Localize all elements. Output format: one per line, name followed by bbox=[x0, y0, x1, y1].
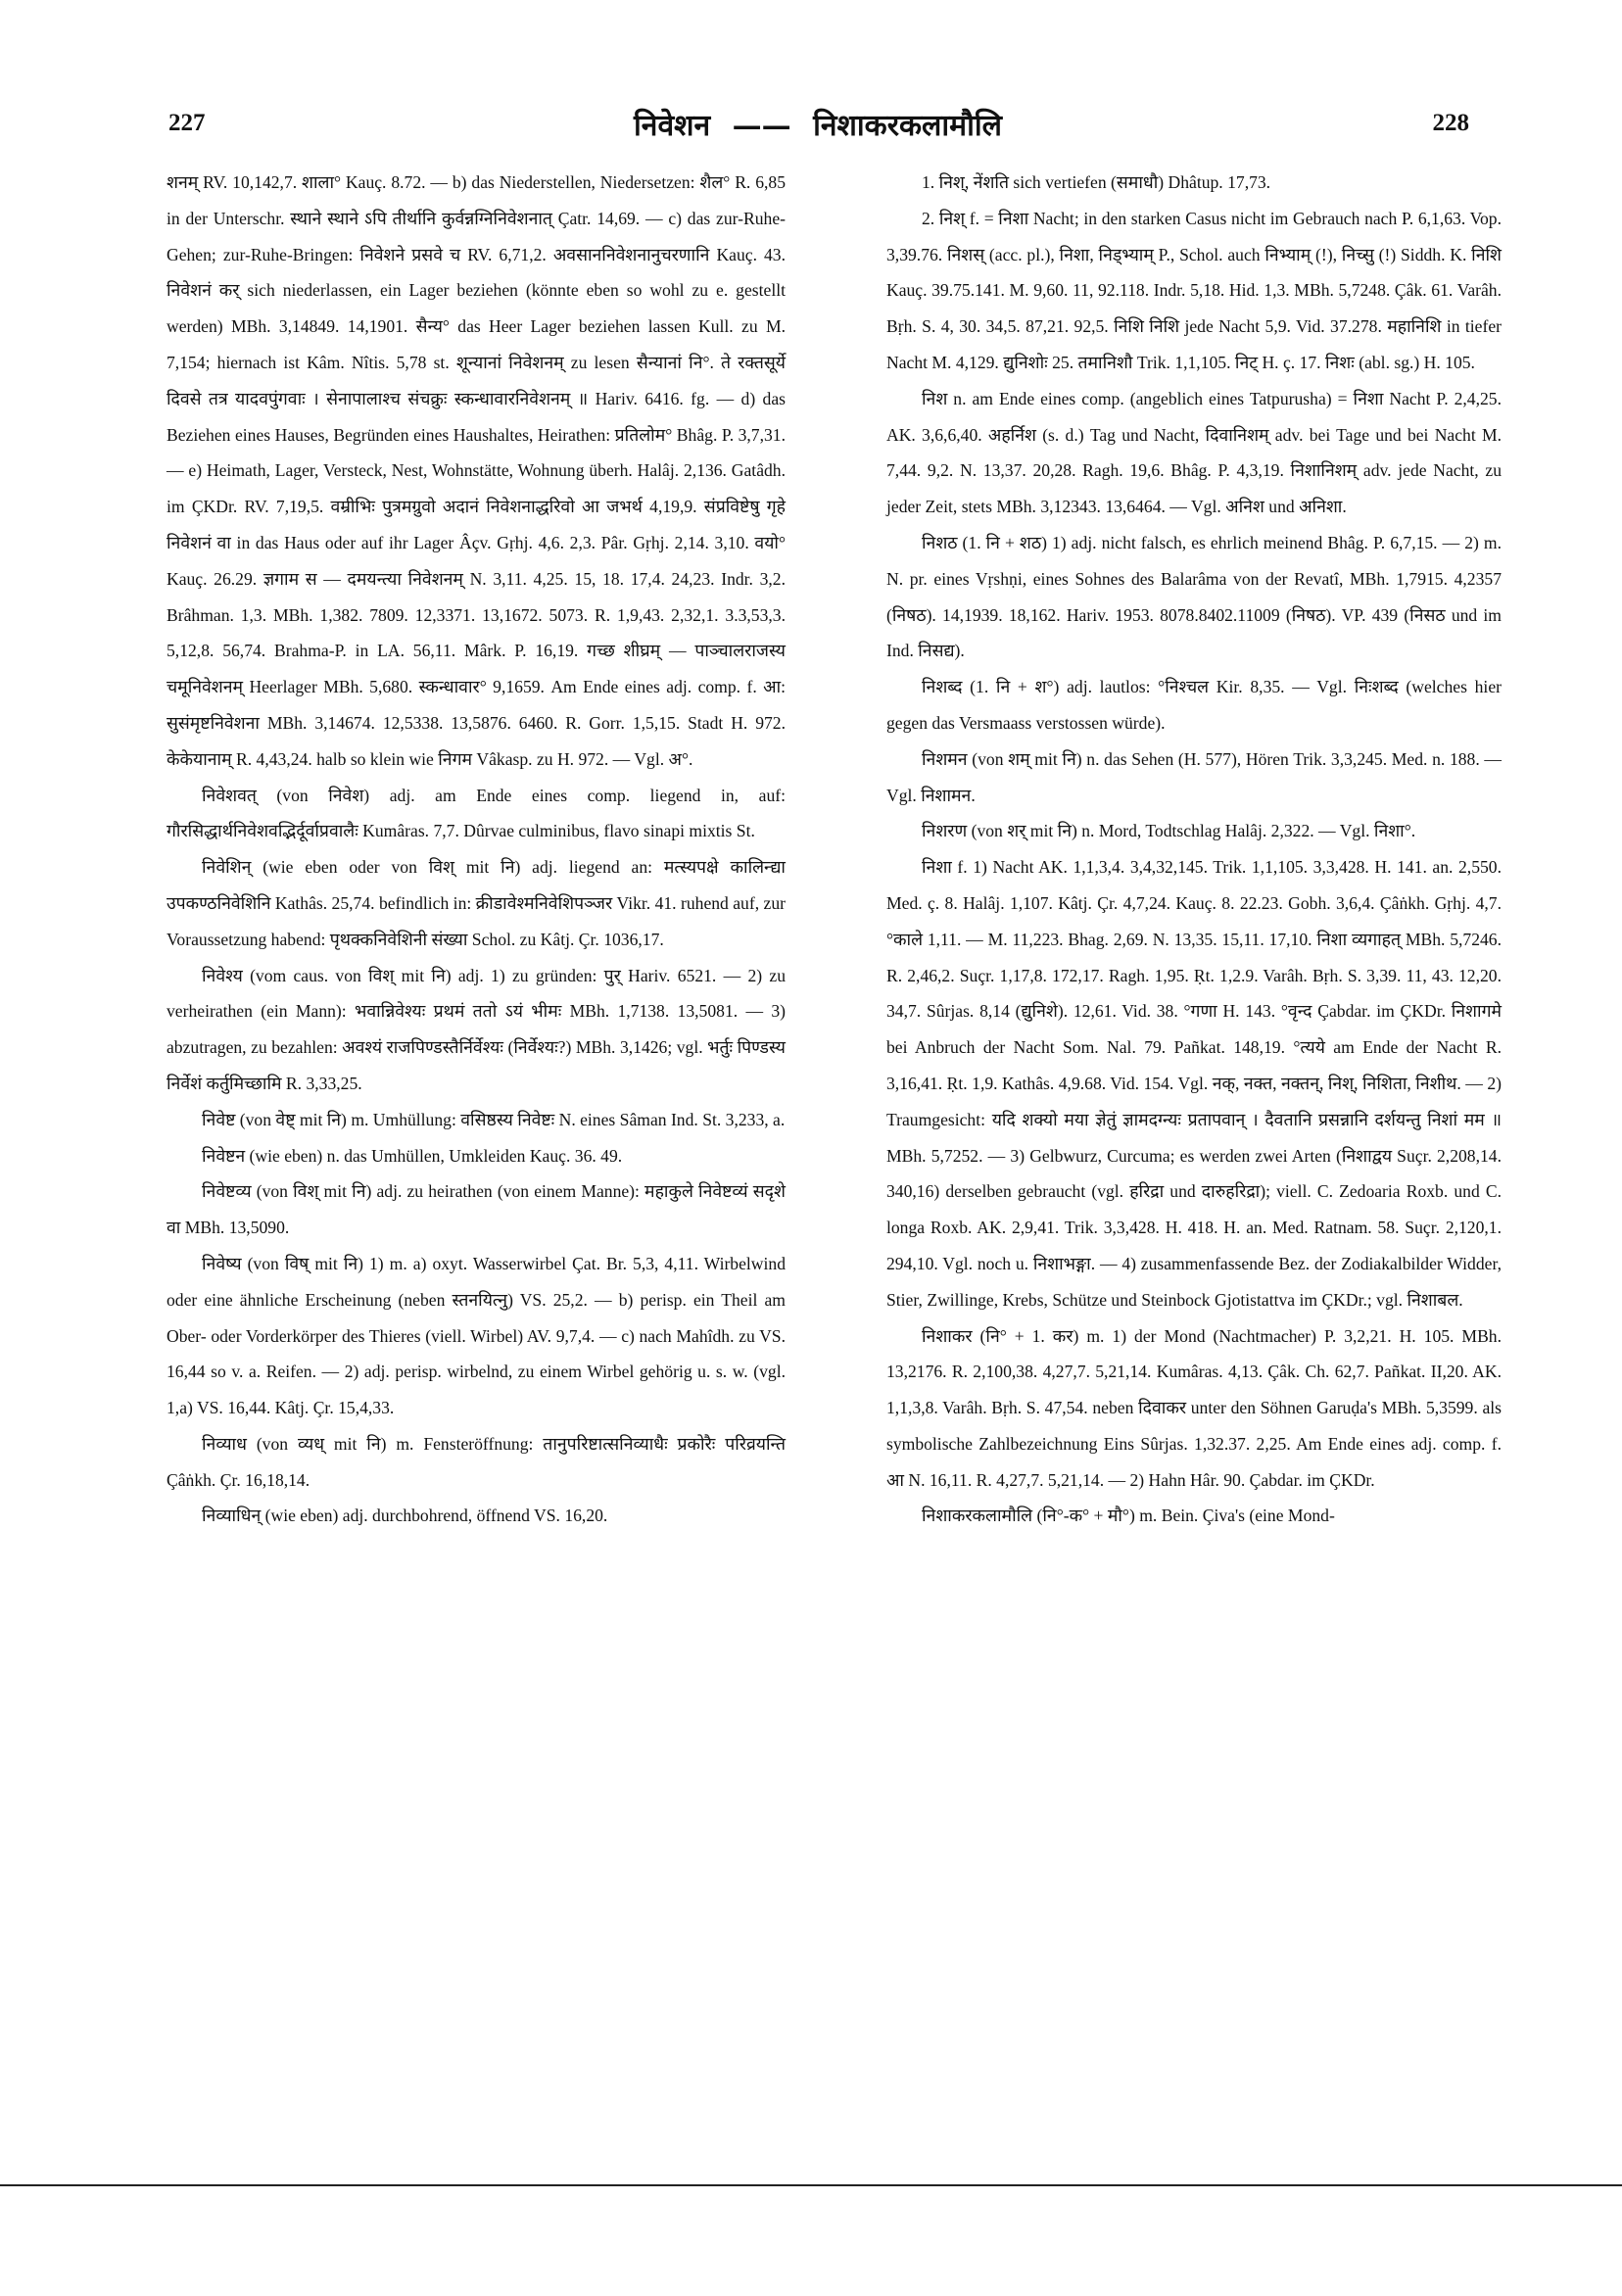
entry: निशमन (von शम् mit नि) n. das Sehen (H. 577), Hören Trik. 3,3,245. Med. n. 188. — Vgl. निशामन. bbox=[886, 748, 1502, 805]
entry: 2. निश् f. = निशा Nacht; in den starken Casus nicht im Gebrauch nach P. 6,1,63. Vop. 3,39.76. निशस् (acc. pl.), निशा, निड्भ्याम् P., Schol. auch निभ्याम् (!), निच्सु (!) Siddh. K. निशि Kauç. 39.75.141. M. 9,60. 11, 92.118. Indr. 5,18. Hid. 1,3. MBh. 5,7248. Çâk. 61. Varâh. Bṛh. S. 4, 30. 34,5. 87,21. 92,5. निशि निशि jede Nacht 5,9. Vid. 37.278. महानिशि in tiefer Nacht M. 4,129. द्युनिशोः 25. तमानिशौ Trik. 1,1,105. निट् H. ç. 17. निशः (abl. sg.) H. 105. bbox=[886, 208, 1502, 372]
bottom-rule bbox=[0, 2184, 1622, 2186]
entry: निश n. am Ende eines comp. (angeblich eines Tatpurusha) = निशा Nacht P. 2,4,25. AK. 3,6,6,40. अहर्निश (s. d.) Tag und Nacht, दिवानिशम् adv. bei Tage und bei Nacht M. 7,44. 9,2. N. 13,37. 20,28. Ragh. 19,6. Bhâg. P. 4,3,19. निशानिशम् adv. jede Nacht, zu jeder Zeit, stets MBh. 3,12343. 13,6464. — Vgl. अनिश und अनिशा. bbox=[886, 388, 1502, 517]
entry: निवेष्ट (von वेष्ट् mit नि) m. Umhüllung: वसिष्ठस्य निवेष्टः N. eines Sâman Ind. St. 3,233, a. bbox=[202, 1109, 786, 1129]
left-column bbox=[167, 165, 786, 1534]
entry: निव्याधिन् (wie eben) adj. durchbohrend, öffnend VS. 16,20. bbox=[202, 1506, 608, 1526]
entry: निशाकरकलामौलि (नि°-क° + मौ°) m. Bein. Çiva's (eine Mond- bbox=[922, 1506, 1335, 1526]
headword-right: निशाकरकलामौलि bbox=[813, 109, 1002, 143]
page-header bbox=[167, 110, 1469, 159]
entry: निव्याध (von व्यध् mit नि) m. Fensteröffnung: तानुपरिष्टात्सनिव्याधैः प्रकोरैः परिव्रयन्ति Çâṅkh. Çr. 16,18,14. bbox=[167, 1433, 786, 1490]
entry: निवेशवत् (von निवेश) adj. am Ende eines comp. liegend in, auf: गौरसिद्धार्थनिवेशवद्भिर्दूर्वाप्रवालैः Kumâras. 7,7. Dûrvae culminibus, flavo sinapi mixtis St. bbox=[167, 785, 786, 841]
entry: निवेष्टन (wie eben) n. das Umhüllen, Umkleiden Kauç. 36. 49. bbox=[202, 1145, 623, 1166]
entry-continuation: शनम् RV. 10,142,7. शाला° Kauç. 8.72. — b) das Niederstellen, Niedersetzen: शैल° R. 6,85 in der Unterschr. स्थाने स्थाने ऽपि तीर्थानि कुर्वन्नग्निनिवेशनात् Çatr. 14,69. — c) das zur-Ruhe-Gehen; zur-Ruhe-Bringen: निवेशने प्रसवे च RV. 6,71,2. अवसाननिवेशनानुचरणानि Kauç. 43. निवेशनं कर् sich niederlassen, ein Lager beziehen (könnte eben so wohl zu e. gestellt werden) MBh. 3,14849. 14,1901. सैन्य° das Heer Lager beziehen lassen Kull. zu M. 7,154; hiernach ist Kâm. Nîtis. 5,78 st. शून्यानां निवेशनम् zu lesen सैन्यानां नि°. ते रक्तसूर्ये दिवसे तत्र यादवपुंगवाः । सेनापालाश्च संचक्रुः स्कन्धावारनिवेशनम् ॥ Hariv. 6416. fg. — d) das Beziehen eines Hauses, Begründen eines Haushaltes, Heirathen: प्रतिलोम° Bhâg. P. 3,7,31. — e) Heimath, Lager, Versteck, Nest, Wohnstätte, Wohnung überh. Halâj. 2,136. Gatâdh. im ÇKDr. RV. 7,19,5. वम्रीभिः पुत्रमग्रुवो अदानं निवेशनाद्धरिवो आ जभर्थ 4,19,9. संप्रविष्टेषु गृहे निवेशनं वा in das Haus oder auf ihr Lager Âçv. Gṛhj. 4,6. 2,3. Pâr. Gṛhj. 2,14. 3,10. वयो° Kauç. 26.29. ज्ञगाम स — दमयन्त्या निवेशनम् N. 3,11. 4,25. 15, 18. 17,4. 24,23. Indr. 3,2. Brâhman. 1,3. MBh. 1,382. 7809. 12,3371. 13,1672. 5073. R. 1,9,43. 2,32,1. 3.3,53,3. 5,12,8. 56,74. Brahma-P. in LA. 56,11. Mârk. P. 16,19. गच्छ शीघ्रम् — पाञ्चालराजस्य चमूनिवेशनम् Heerlager MBh. 5,680. स्कन्धावार° 9,1659. Am Ende eines adj. comp. f. आ: सुसंमृष्टनिवेशना MBh. 3,14674. 12,5338. 13,5876. 6460. R. Gorr. 1,5,15. Stadt H. 972. केकेयानाम् R. 4,43,24. halb so klein wie निगम Vâkasp. zu H. 972. — Vgl. अ°. bbox=[167, 172, 786, 769]
headword-left: निवेशन bbox=[634, 109, 711, 143]
entry: निवेश्य (vom caus. von विश् mit नि) adj. 1) zu gründen: पुर् Hariv. 6521. — 2) zu verheirathen (ein Mann): भवान्निवेश्यः प्रथमं ततो ऽयं भीमः MBh. 1,7138. 13,5081. — 3) abzutragen, zu bezahlen: अवश्यं राजपिण्डस्तैर्निर्वेश्यः (निर्वेश्यः?) MBh. 3,1426; vgl. भर्तुः पिण्डस्य निर्वेशं कर्तुमिच्छामि R. 3,33,25. bbox=[167, 965, 786, 1093]
entry: निवेष्य (von विष् mit नि) 1) m. a) oxyt. Wasserwirbel Çat. Br. 5,3, 4,11. Wirbelwind oder eine ähnliche Erscheinung (neben स्तनयित्नु) VS. 25,2. — b) perisp. ein Theil am Ober- oder Vorderkörper des Thieres (viell. Wirbel) AV. 9,7,4. — c) nach Mahîdh. zu VS. 16,44 so v. a. Reifen. — 2) adj. perisp. wirbelnd, zu einem Wirbel gehörig u. s. w. (vgl. 1,a) VS. 16,44. Kâtj. Çr. 15,4,33. bbox=[167, 1253, 786, 1418]
right-column bbox=[886, 165, 1502, 1534]
entry: निशरण (von शर् mit नि) n. Mord, Todtschlag Halâj. 2,322. — Vgl. निशा°. bbox=[922, 821, 1416, 841]
entry: निशठ (1. नि + शठ) 1) adj. nicht falsch, es ehrlich meinend Bhâg. P. 6,7,15. — 2) m. N. pr. eines Vṛshṇi, eines Sohnes des Balarâma von der Revatî, MBh. 1,7915. 4,2357 (निषठ). 14,1939. 18,162. Hariv. 1953. 8078.8402.11009 (निषठ). VP. 439 (निसठ und im Ind. निसद्य). bbox=[886, 532, 1502, 661]
entry: निशा f. 1) Nacht AK. 1,1,3,4. 3,4,32,145. Trik. 1,1,105. 3,3,428. H. 141. an. 2,550. Med. ç. 8. Halâj. 1,107. Kâtj. Çr. 4,7,24. Kauç. 8. 22.23. Gobh. 3,6,4. Çâṅkh. Gṛhj. 4,7. °काले 1,11. — M. 11,223. Bhag. 2,69. N. 13,35. 15,11. 17,10. निशा व्यगाहत् MBh. 5,7246. R. 2,46,2. Suçr. 1,17,8. 172,17. Ragh. 1,95. Ṛt. 1,2.9. Varâh. Bṛh. S. 3,39. 11, 43. 12,20. 34,7. Sûrjas. 8,14 (द्युनिशे). 12,61. Vid. 38. °गणा H. 143. °वृन्द Çabdar. im ÇKDr. निशागमे bei Anbruch der Nacht Som. Nal. 79. Pañkat. 148,19. °त्यये am Ende der Nacht R. 3,16,41. Ṛt. 1,9. Kathâs. 4,9.68. Vid. 154. Vgl. नक्, नक्त, नक्तन्, निश्, निशिता, निशीथ. — 2) Traumgesicht: यदि शक्यो मया ज्ञेतुं ज्ञामदग्न्यः प्रतापवान् । दैवतानि प्रसन्नानि दर्शयन्तु निशां मम ॥ MBh. 5,7252. — 3) Gelbwurz, Curcuma; es werden zwei Arten (निशाद्वय Suçr. 2,208,14. 340,16) derselben gebraucht (vgl. हरिद्रा und दारुहरिद्रा); viell. C. Zedoaria Roxb. und C. longa Roxb. AK. 2,9,41. Trik. 3,3,428. H. 418. H. an. Med. Ratnam. 58. Suçr. 2,120,1. 294,10. Vgl. noch u. निशाभङ्गा. — 4) zusammenfassende Bez. der Zodiakalbilder Widder, Stier, Zwillinge, Krebs, Schütze und Steinbock Gjotistattva im ÇKDr.; vgl. निशाबल. bbox=[886, 857, 1502, 1310]
headword-dash: —— bbox=[732, 109, 791, 143]
page-number-left: 227 bbox=[168, 110, 206, 136]
entry: 1. निश्, नेंशति sich vertiefen (समाधौ) Dhâtup. 17,73. bbox=[922, 172, 1271, 192]
entry: निशाकर (नि° + 1. कर) m. 1) der Mond (Nachtmacher) P. 3,2,21. H. 105. MBh. 13,2176. R. 2,100,38. 4,27,7. 5,21,14. Kumâras. 4,13. Çâk. Ch. 62,7. Pañkat. II,20. AK. 1,1,3,8. Varâh. Bṛh. S. 47,54. neben दिवाकर unter den Söhnen Garuḍa's MBh. 5,3599. als symbolische Zahlbezeichnung Eins Sûrjas. 1,32.37. 2,25. Am Ende eines adj. comp. f. आ N. 16,11. R. 4,27,7. 5,21,14. — 2) Hahn Hâr. 90. Çabdar. im ÇKDr. bbox=[886, 1325, 1502, 1490]
running-headwords bbox=[167, 104, 1469, 144]
entry: निवेष्टव्य (von विश् mit नि) adj. zu heirathen (von einem Manne): महाकुले निवेष्टव्यं सदृशे वा MBh. 13,5090. bbox=[167, 1181, 786, 1238]
page-number-right: 228 bbox=[1432, 110, 1469, 136]
entry: निशब्द (1. नि + श°) adj. lautlos: °निश्चल Kir. 8,35. — Vgl. निःशब्द (welches hier gegen das Versmaass verstossen würde). bbox=[886, 677, 1502, 733]
entry: निवेशिन् (wie eben oder von विश् mit नि) adj. liegend an: मत्स्यपक्षे कालिन्द्या उपकण्ठनिवेशिनि Kathâs. 25,74. befindlich in: क्रीडावेश्मनिवेशिपञ्जर Vikr. 41. ruhend auf, zur Voraussetzung habend: पृथक्कनिवेशिनी संख्या Schol. zu Kâtj. Çr. 1036,17. bbox=[167, 857, 786, 949]
